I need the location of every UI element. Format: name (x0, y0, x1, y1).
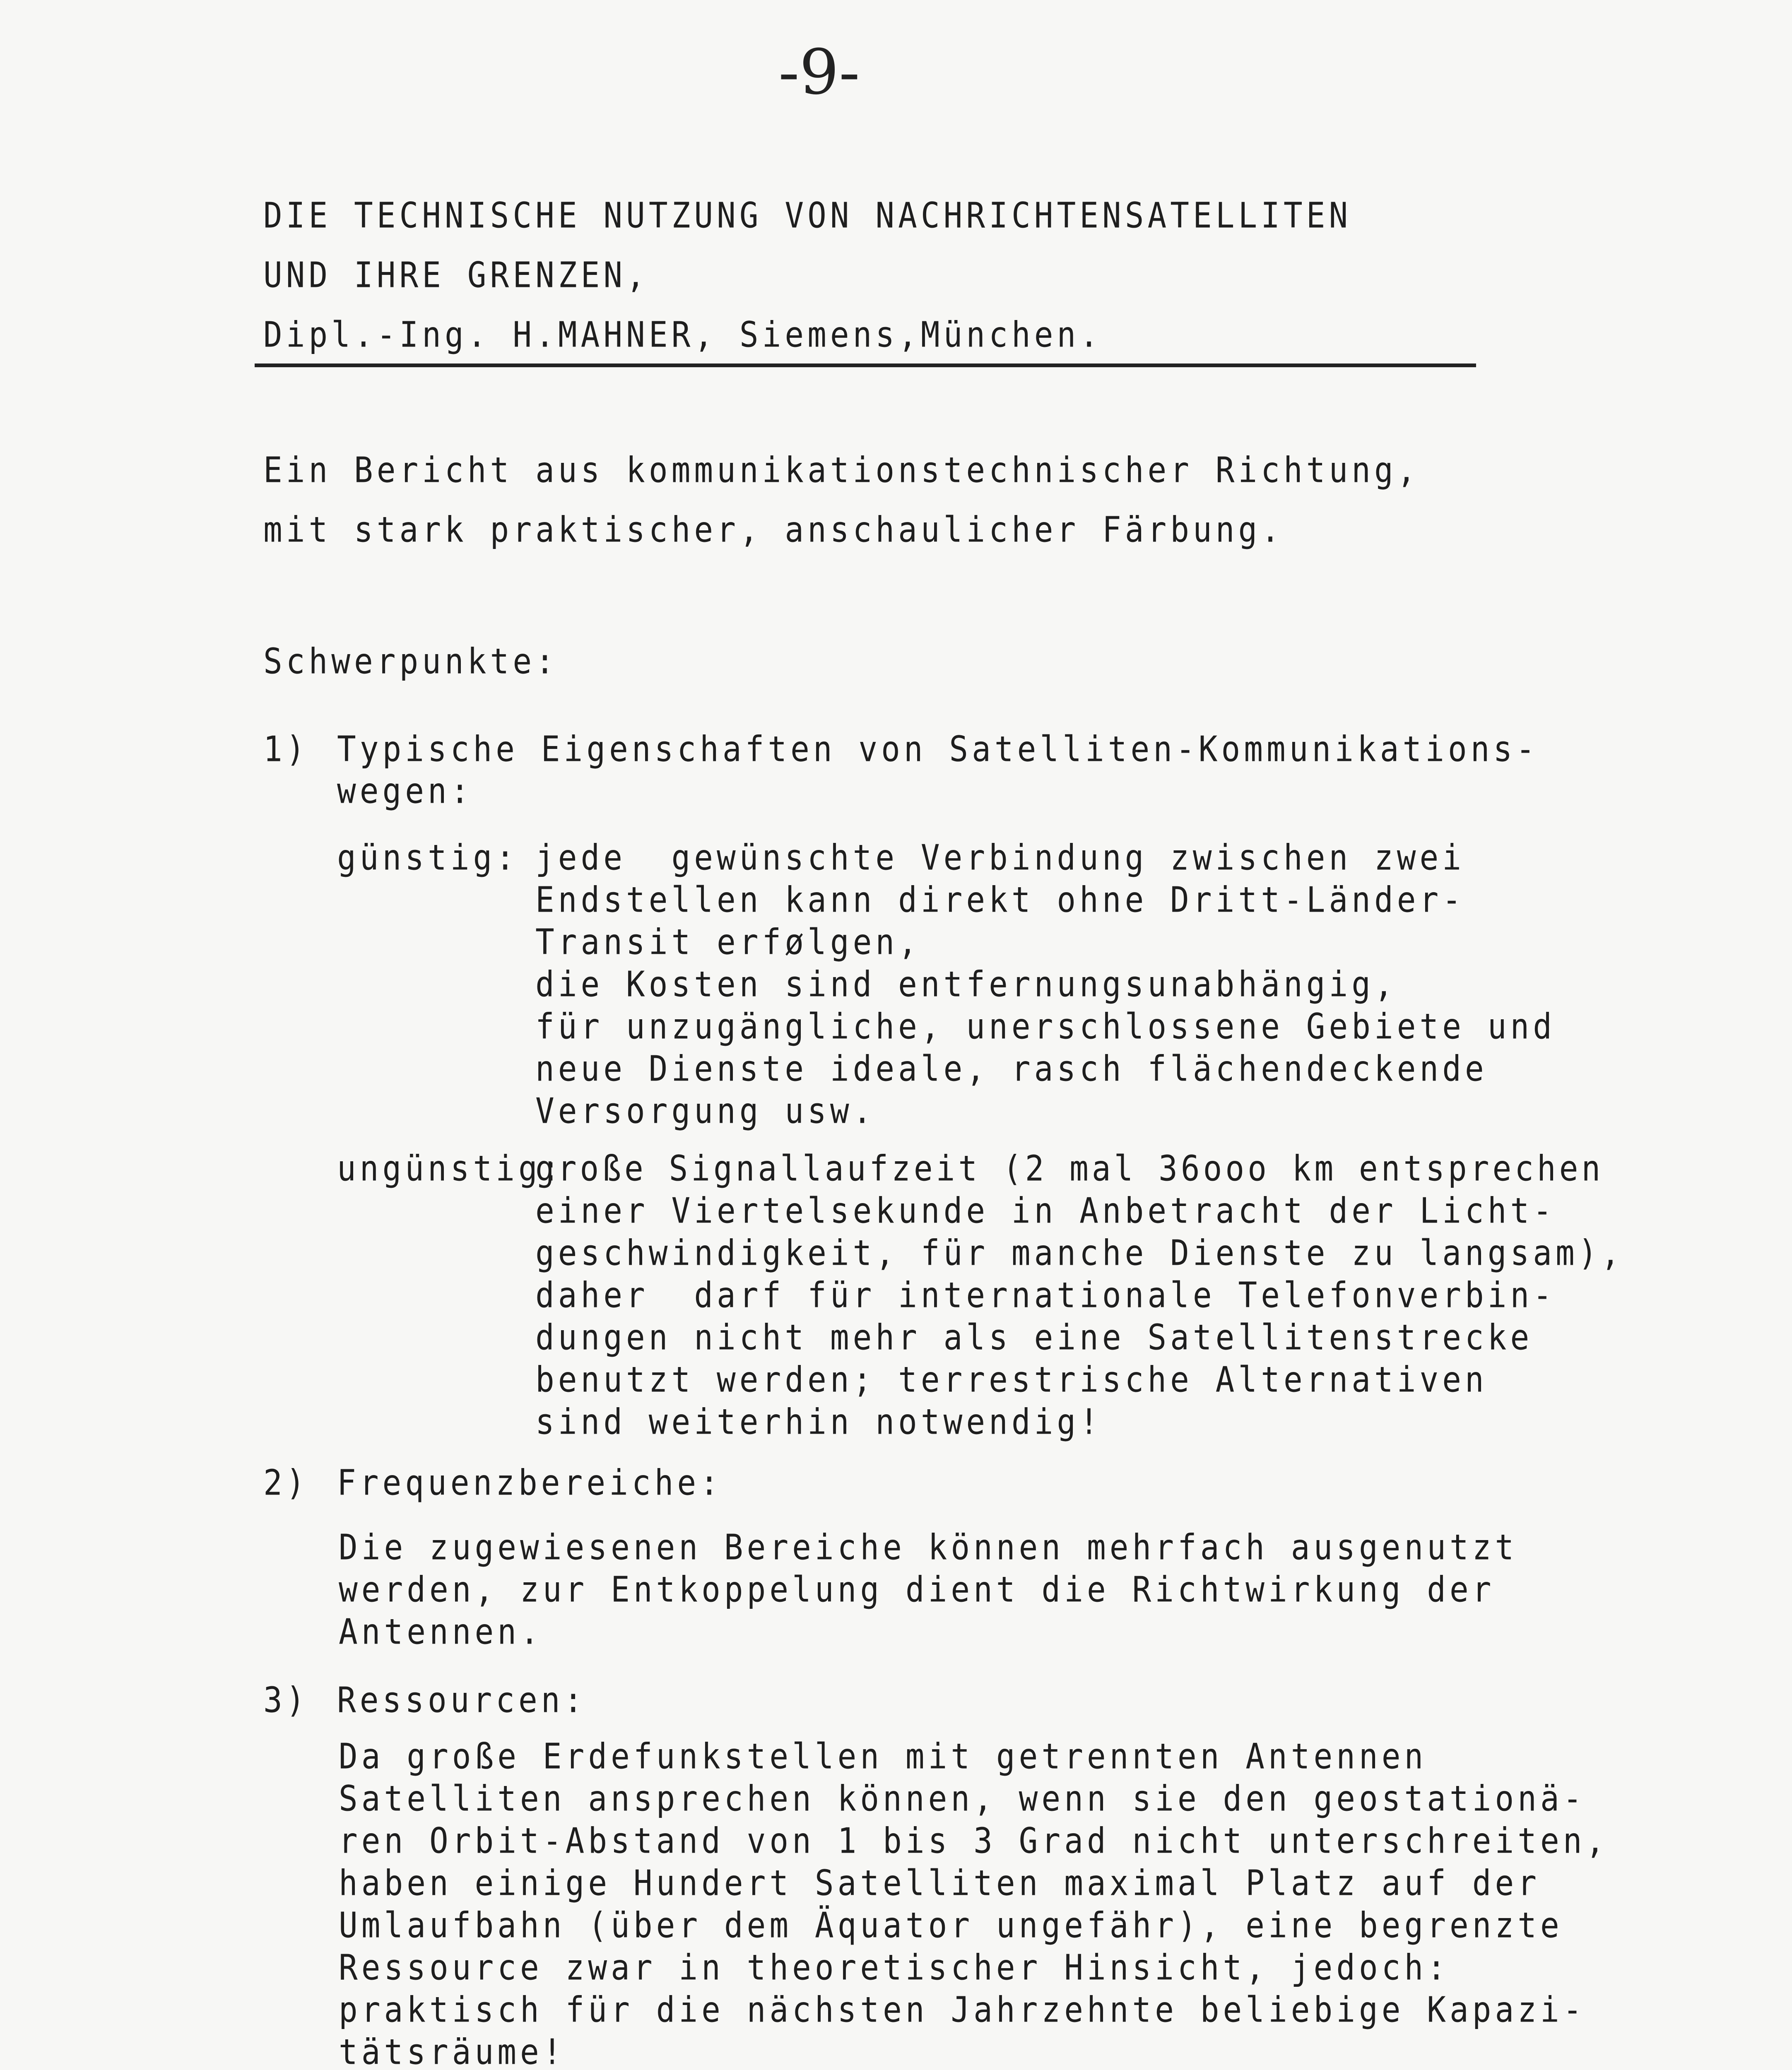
favorable-line: für unzugängliche, unerschlossene Gebiete und (535, 1006, 1556, 1047)
unfavorable-label: ungünstig: (337, 1148, 564, 1189)
section-2-line: Antennen. (339, 1611, 543, 1652)
section-1-number: 1) (263, 728, 309, 770)
unfavorable-line: benutzt werden; terrestrische Alternativen (535, 1359, 1488, 1400)
favorable-line: Versorgung usw. (535, 1090, 876, 1131)
section-3-number: 3) (263, 1679, 309, 1721)
section-3-line: ren Orbit-Abstand von 1 bis 3 Grad nicht unterschreiten, (339, 1820, 1609, 1861)
author-line: Dipl.-Ing. H.MAHNER, Siemens,München. (263, 314, 1102, 355)
intro-line-1: Ein Bericht aus kommunikationstechnischer Richtung, (263, 449, 1420, 491)
unfavorable-line: sind weiterhin notwendig! (535, 1401, 1102, 1442)
intro-line-2: mit stark praktischer, anschaulicher Färbung. (263, 509, 1284, 550)
section-2-line: Die zugewiesenen Bereiche können mehrfach ausgenutzt (339, 1526, 1518, 1568)
section-2-line: werden, zur Entkoppelung dient die Richtwirkung der (339, 1569, 1495, 1610)
section-3-line: haben einige Hundert Satelliten maximal Platz auf der (339, 1862, 1541, 1904)
section-3-line: Umlaufbahn (über dem Äquator ungefähr), eine begrenzte (339, 1904, 1563, 1946)
favorable-line: Endstellen kann direkt ohne Dritt-Länder- (535, 879, 1465, 920)
section-2-number: 2) (263, 1462, 309, 1503)
page-number: -9- (778, 36, 860, 108)
favorable-line: jede gewünschte Verbindung zwischen zwei (535, 837, 1465, 878)
section-2-heading: Frequenzbereiche: (337, 1462, 723, 1503)
focus-label: Schwerpunkte: (263, 640, 558, 682)
favorable-line: neue Dienste ideale, rasch flächendeckende (535, 1048, 1488, 1089)
unfavorable-line: dungen nicht mehr als eine Satellitenstrecke (535, 1317, 1533, 1358)
section-1-heading-line-2: wegen: (337, 770, 473, 811)
section-3-heading: Ressourcen: (337, 1679, 587, 1721)
favorable-label: günstig: (337, 837, 519, 878)
unfavorable-line: große Signallaufzeit (2 mal 36ooo km entsprechen (535, 1148, 1604, 1189)
section-3-line: Satelliten ansprechen können, wenn sie den geostationä- (339, 1778, 1586, 1819)
unfavorable-line: einer Viertelsekunde in Anbetracht der Licht- (535, 1190, 1556, 1231)
section-3-line: Ressource zwar in theoretischer Hinsicht, jedoch: (339, 1947, 1450, 1988)
section-3-line: praktisch für die nächsten Jahrzehnte beliebige Kapazi- (339, 1989, 1586, 2030)
favorable-line: Transit erfølgen, (535, 921, 921, 963)
section-3-line: Da große Erdefunkstellen mit getrennten Antennen (339, 1735, 1427, 1777)
title-line-2: UND IHRE GRENZEN, (263, 254, 649, 296)
title-line-1: DIE TECHNISCHE NUTZUNG VON NACHRICHTENSATELLITEN (263, 195, 1352, 236)
section-3-line: tätsräume! (339, 2031, 566, 2070)
favorable-line: die Kosten sind entfernungsunabhängig, (535, 963, 1397, 1005)
header-underline (255, 363, 1476, 367)
unfavorable-line: geschwindigkeit, für manche Dienste zu langsam), (535, 1232, 1624, 1273)
section-1-heading-line-1: Typische Eigenschaften von Satelliten-Kommunikations- (337, 728, 1539, 770)
unfavorable-line: daher darf für internationale Telefonverbin- (535, 1274, 1556, 1316)
